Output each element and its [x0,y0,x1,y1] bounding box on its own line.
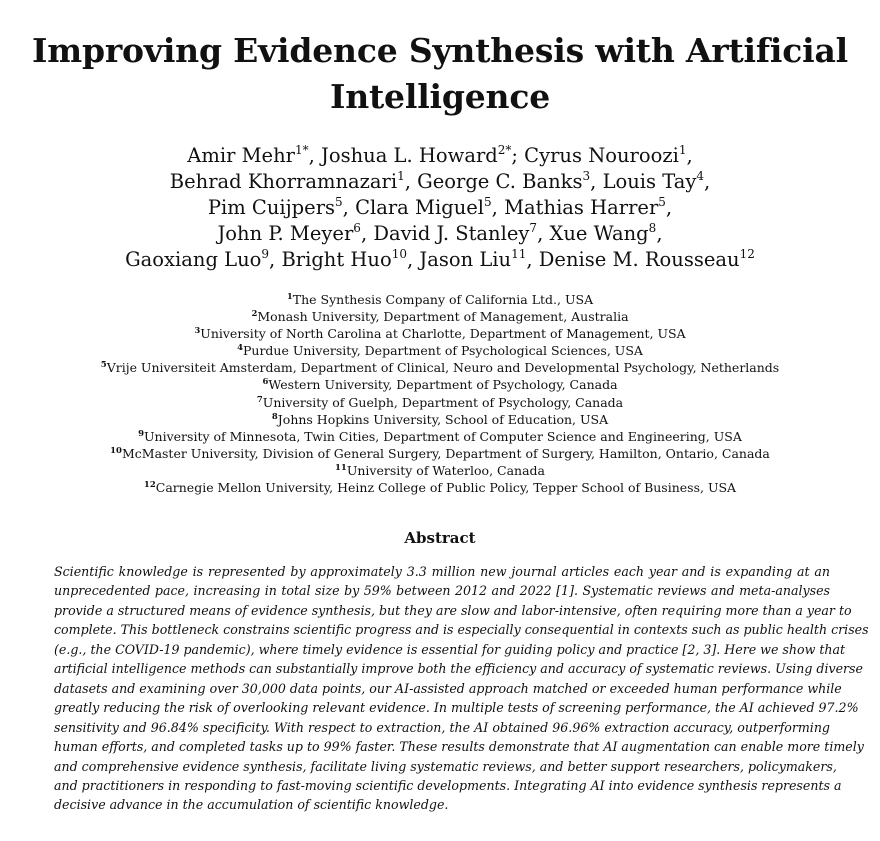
author-name: John P. Meyer [217,222,354,245]
author-name: Gaoxiang Luo [125,248,262,271]
abstract-line: unprecedented pace, increasing in total size by 59% between 2012 and 2022 [1]. Systematic reviews and meta-analyses [54,583,830,599]
affiliation-number: 10 [110,445,122,456]
affiliation-text: University of North Carolina at Charlotte, Department of Management, USA [200,326,686,342]
author-affil-marker: 6 [353,221,361,235]
author-separator: , [269,248,282,271]
affiliation-text: Western University, Department of Psychology, Canada [268,377,618,393]
affiliation-number: 1 [286,292,293,302]
abstract-line: provide a structured means of evidence synthesis, but they are slow and labor-intensive, often requiring more than a year to [54,602,852,618]
affiliation-text: University of Guelph, Department of Psychology, Canada [262,394,624,410]
author-name: Louis Tay [602,170,697,193]
affiliation-list [20,291,860,496]
author-affil-marker: 1* [294,143,309,157]
abstract-line: greatly reducing the risk of overlooking relevant evidence. In multiple tests of screening performance, the AI achieved 97.2% [54,700,859,716]
author-separator: , [308,144,322,167]
affiliation-number: 5 [100,360,107,371]
affiliation [20,394,860,411]
affiliation-text: The Synthesis Company of California Ltd., USA [292,292,594,307]
author-name: Behrad Khorramnazari [169,170,398,193]
affiliation [20,359,860,376]
author-name: George C. Banks [417,170,583,193]
author-affil-marker: 11 [511,247,527,261]
affiliation-text: Purdue University, Department of Psychological Sciences, USA [242,343,643,359]
affiliation-text: Johns Hopkins University, School of Education, USA [277,411,609,427]
affiliation [20,445,860,462]
affiliation-number: 8 [271,411,278,422]
abstract-line: datasets and examining over 30,000 data points, our AI-assisted approach matched or exceeded human performance while [54,680,842,696]
affiliation [20,428,860,445]
abstract-line: and practitioners in responding to fast-moving scientific developments. Integrating AI into evidence synthesis represents a [54,777,842,793]
author-name: Denise M. Rousseau [538,248,740,271]
affiliation-text: Monash University, Department of Management, Australia [257,309,629,325]
author-separator: , [407,248,420,271]
affiliation-number: 2 [251,309,258,320]
affiliation-number: 9 [138,428,145,439]
author-line [60,195,820,221]
author-line [60,143,820,169]
author-separator: , [526,248,539,271]
abstract-heading: Abstract [404,529,476,547]
abstract-line: Scientific knowledge is represented by approximately 3.3 million new journal articles each year and is expanding at an [54,564,830,579]
author-line [60,247,820,273]
author-affil-marker: 10 [391,247,407,261]
author-separator: , [704,170,711,193]
author-affil-marker: 8 [648,221,657,235]
author-separator: , [537,222,550,245]
affiliation-number: 6 [262,377,269,388]
abstract-line: complete. This bottleneck constrains scientific progress and is especially consequential in contexts such as public health crises [54,622,869,638]
author-separator: , [360,222,374,245]
affiliation [20,479,860,496]
affiliation-number: 3 [194,326,201,337]
paper-title [30,28,850,120]
author-affil-marker: 1 [397,169,405,183]
abstract-line: artificial intelligence methods can substantially improve both the efficiency and accuracy of systematic reviews. Using diverse [54,661,863,677]
author-affil-marker: 2* [497,143,512,157]
author-name: Pim Cuijpers [207,196,336,219]
author-name: Cyrus Nouroozi [524,144,679,167]
author-affil-marker: 7 [529,221,538,235]
author-separator: , [665,196,673,219]
author-affil-marker: 1 [678,143,687,157]
author-name: Amir Mehr [187,144,295,167]
author-affil-marker: 5 [484,195,492,209]
affiliation [20,325,860,342]
author-line [60,221,820,247]
author-affil-marker: 3 [582,169,591,183]
author-separator: , [656,222,663,245]
author-name: Jason Liu [419,248,512,271]
author-affil-marker: 9 [261,247,270,261]
author-name: David J. Stanley [373,222,530,245]
author-affil-marker: 4 [696,169,705,183]
author-separator: , [342,196,356,219]
author-name: Joshua L. Howard [321,144,498,167]
affiliation [20,411,860,428]
abstract-line: (e.g., the COVID-19 pandemic), where timely evidence is essential for guiding policy and practice [2, 3]. Here we show that [54,641,846,657]
author-line [60,169,820,195]
abstract-line: sensitivity and 96.84% specificity. With respect to extraction, the AI obtained 96.96% extraction accuracy, outperforming [54,719,830,735]
author-separator: , [590,170,603,193]
affiliation-number: 11 [334,462,347,473]
affiliation-number: 4 [237,343,243,354]
affiliation [20,376,860,393]
abstract-line: human efforts, and completed tasks up to 99% faster. These results demonstrate that AI augmentation can enable more timely [54,739,864,755]
author-affil-marker: 12 [739,247,755,261]
affiliation-number: 12 [143,480,156,491]
author-separator: , [686,144,693,167]
title-line: Improving Evidence Synthesis with Artificial [32,31,848,70]
author-separator: ; [511,144,525,167]
abstract-body [54,562,869,815]
author-name: Mathias Harrer [504,196,659,219]
author-separator: , [491,196,505,219]
author-name: Bright Huo [281,248,392,271]
author-affil-marker: 5 [335,195,343,209]
affiliation [20,308,860,325]
affiliation-text: Carnegie Mellon University, Heinz College of Public Policy, Tepper School of Business, USA [155,480,737,496]
abstract-line: and comprehensive evidence synthesis, facilitate living systematic reviews, and better support researchers, policymakers, [54,758,837,774]
title-line: Intelligence [329,77,551,116]
author-name: Xue Wang [549,222,649,245]
affiliation-text: University of Waterloo, Canada [346,462,546,478]
affiliation-text: Vrije Universiteit Amsterdam, Department of Clinical, Neuro and Developmental Psychology, Netherlands [106,360,780,376]
author-name: Clara Miguel [355,196,485,219]
abstract-line: decisive advance in the accumulation of scientific knowledge. [54,797,449,813]
affiliation-text: McMaster University, Division of General Surgery, Department of Surgery, Hamilton, Ontario, Canada [121,445,770,461]
author-list [60,143,820,273]
affiliation [20,342,860,359]
affiliation-number: 7 [256,394,263,405]
affiliation [20,291,860,308]
author-affil-marker: 5 [658,195,666,209]
author-separator: , [404,170,418,193]
affiliation-text: University of Minnesota, Twin Cities, Department of Computer Science and Engineering, USA [144,428,742,444]
affiliation [20,462,860,479]
